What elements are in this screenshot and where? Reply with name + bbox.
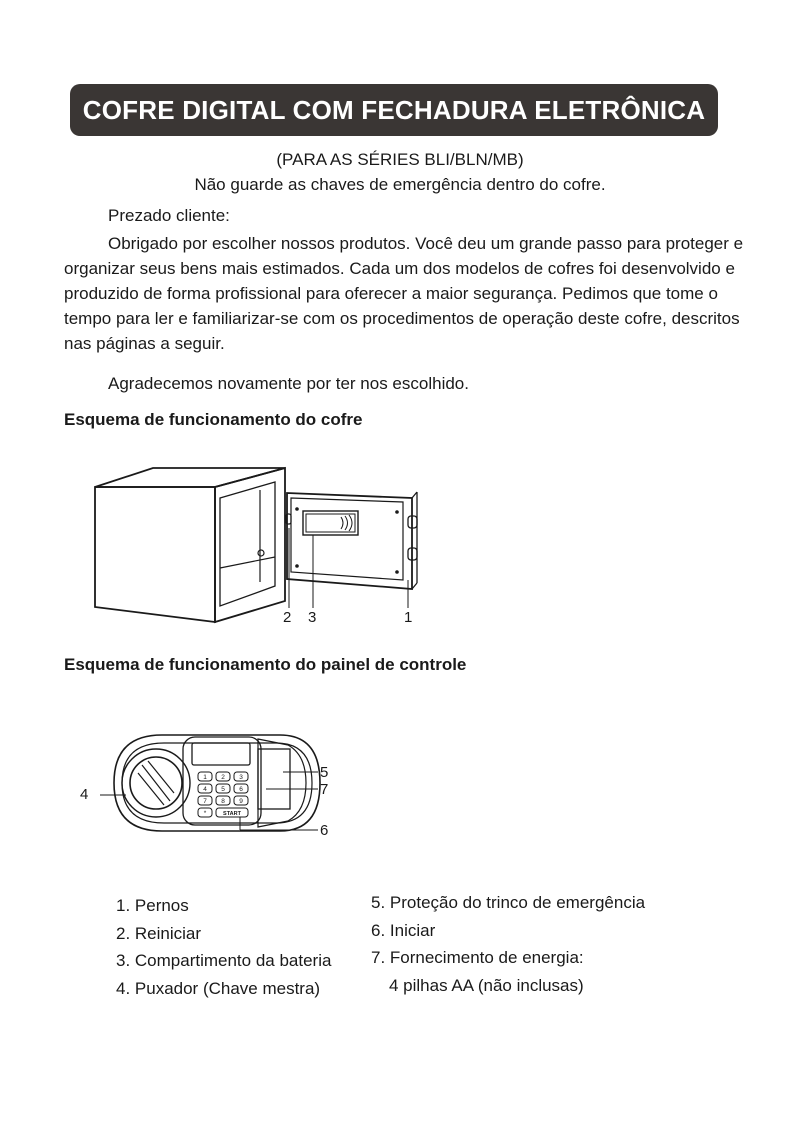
legend-item-7: 7. Fornecimento de energia:	[371, 948, 584, 967]
keypad-key-label: 8	[221, 798, 225, 805]
safe-callout-3: 3	[308, 609, 317, 626]
greeting: Prezado cliente:	[108, 206, 230, 225]
panel-diagram-heading: Esquema de funcionamento do painel de controle	[64, 655, 467, 674]
keypad-key-label: 9	[239, 798, 243, 805]
keypad-key-label: 6	[239, 786, 243, 793]
safe-diagram-heading: Esquema de funcionamento do cofre	[64, 410, 363, 429]
control-panel-diagram	[70, 725, 330, 845]
safe-callout-2: 2	[283, 609, 292, 626]
battery-cover-illustration	[258, 739, 306, 827]
panel-callout-6: 6	[320, 822, 329, 839]
intro-paragraph: Obrigado por escolher nossos produtos. Você deu um grande passo para proteger e organizar seus bens mais estimados. Cada um dos modelos de cofres foi desenvolvido e produzido de forma profissional para oferecer a maior segurança. Pedimos que tome o tempo para ler e familiarizar-se com os procedimentos de operação deste cofre, descritos nas páginas a seguir.	[64, 234, 744, 353]
keypad-key-label: 3	[239, 774, 243, 781]
keypad-key-label: *	[203, 810, 207, 817]
safe-callout-lines	[289, 528, 408, 608]
legend-right	[371, 889, 645, 999]
series-subtitle: (PARA AS SÉRIES BLI/BLN/MB)	[276, 150, 524, 169]
safe-callout-1: 1	[404, 609, 413, 626]
keypad-keys	[198, 772, 248, 817]
panel-callout-4: 4	[80, 786, 89, 803]
keypad-key-label: START	[223, 811, 241, 817]
keypad-key-label: 4	[203, 786, 207, 793]
thanks-text: Agradecemos novamente por ter nos escolhido.	[108, 374, 469, 393]
keypad-key-label: 1	[203, 774, 207, 781]
panel-callout-5: 5	[320, 764, 329, 781]
legend-item-2: 2. Reiniciar	[116, 923, 202, 943]
safe-diagram	[90, 468, 430, 628]
legend-item-3: 3. Compartimento da bateria	[116, 951, 332, 970]
panel-callout-7: 7	[320, 781, 329, 798]
keypad-key-label: 5	[221, 786, 225, 793]
keypad-key-label: 2	[221, 774, 225, 781]
keypad-key-label: 7	[203, 798, 207, 805]
safe-body-illustration	[95, 468, 285, 622]
legend-item-7-detail: 4 pilhas AA (não inclusas)	[389, 975, 584, 995]
legend-item-5: 5. Proteção do trinco de emergência	[371, 893, 646, 912]
legend-item-6: 6. Iniciar	[371, 920, 436, 940]
page-title	[70, 84, 718, 136]
legend-item-4: 4. Puxador (Chave mestra)	[116, 978, 321, 998]
safe-door-illustration	[286, 492, 417, 589]
legend-left	[116, 892, 331, 1002]
legend-item-1: 1. Pernos	[116, 896, 189, 915]
handle-knob-illustration	[122, 749, 190, 817]
warning-text: Não guarde as chaves de emergência dentro do cofre.	[194, 175, 606, 194]
page-title-text: COFRE DIGITAL COM FECHADURA ELETRÔNICA	[82, 94, 706, 125]
